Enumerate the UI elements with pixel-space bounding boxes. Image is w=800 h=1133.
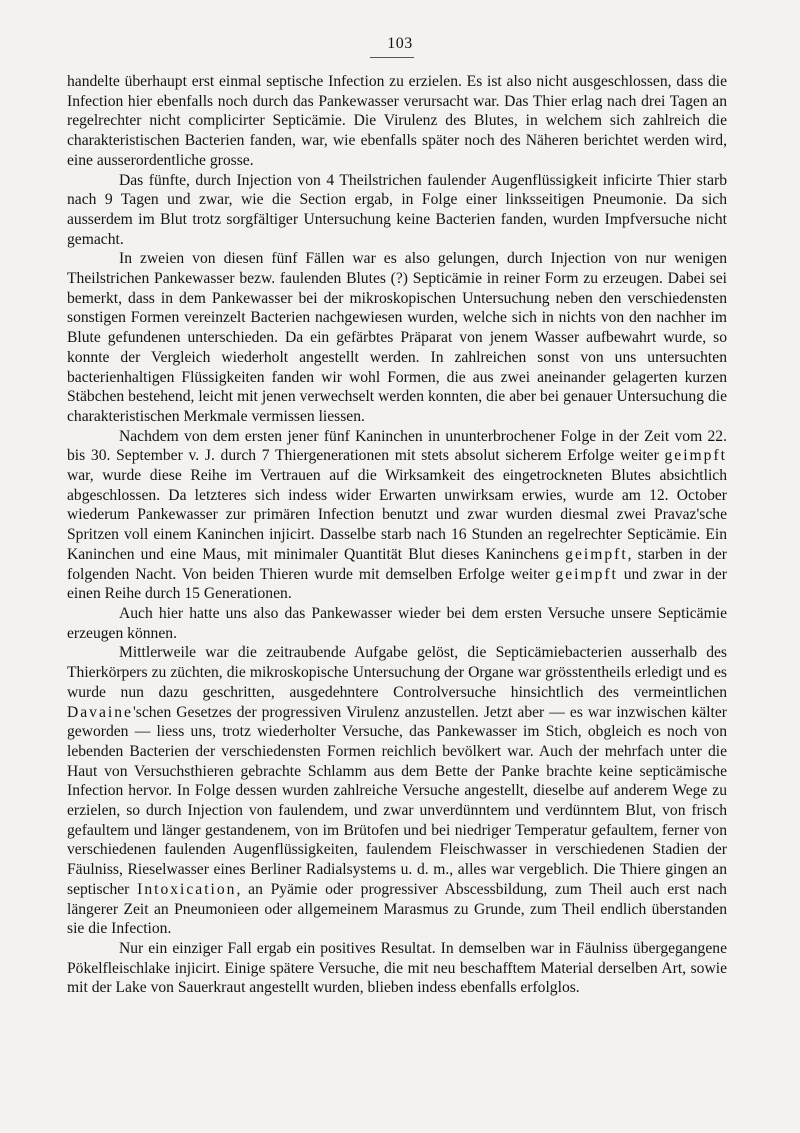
text-segment: Mittlerweile war die zeitraubende Aufgabe gelöst, die Septicämiebacterien ausserhalb des Thierkörpers zu züchten, die mikroskopische Untersuchung der Organe war grösstentheils erledigt und es wurde nun dazu geschritten, ausgedehntere Controlversuche hinsichtlich des vermeintlichen (67, 644, 727, 701)
text-segment: , an Pyämie oder progressiver Abscessbildung, zum Theil auch erst nach längerer Zeit an Pneumonieen oder allgemeinem Marasmus zu Grunde, zum Theil endlich überstanden sie die Infection. (67, 880, 727, 938)
emphasized-word: geimpft (555, 565, 618, 583)
page-number: 103 (387, 35, 413, 52)
paragraph (67, 643, 727, 939)
text-segment: , starben in der folgenden Nacht. Von beiden Thieren wurde mit demselben Erfolge weiter (67, 545, 727, 583)
text-segment: Das fünfte, durch Injection von 4 Theilstrichen faulender Augenflüssigkeit inficirte Thier starb nach 9 Tagen und zwar, wie die Section ergab, in Folge einer linksseitigen Pneumonie. Da sich ausserdem im Blut trotz sorgfältiger Untersuchung keine Bacterien fanden, wurden Impfversuche nicht gemacht. (67, 171, 727, 248)
emphasized-word: geimpft (664, 447, 727, 465)
paragraph (67, 604, 727, 643)
text-segment: 'schen Gesetzes der progressiven Virulenz anzustellen. Jetzt aber — es war inzwischen kälter geworden — liess uns, trotz wiederholter Versuche, das Pankewasser im Stich, obgleich es noch von lebenden Bacterien der verschiedensten Formen reichlich bevölkert war. Auch der mehrfach unter die Haut von Versuchsthieren gebrachte Schlamm aus dem Bette der Panke brachte keine septicämische Infection hervor. In Folge dessen wurden zahlreiche Versuche angestellt, dieselbe auf anderem Wege zu erzielen, so durch Injection von faulendem, und zwar unverdünntem und verdünntem Blut, von frisch gefaultem und länger gestandenem, von im Brütofen und bei niedriger Temperatur gefaultem, ferner von verschiedenen faulenden Augenflüssigkeiten, faulendem Fleischwasser in verschiedenen Stadien der Fäulniss, Rieselwasser eines Berliner Radialsystems u. d. m., alles war vergeblich. Die Thiere gingen an septischer (67, 703, 727, 898)
body-text (67, 72, 727, 998)
paragraph (67, 171, 727, 250)
paragraph (67, 427, 727, 604)
text-segment: war, wurde diese Reihe im Vertrauen auf die Wirksamkeit des eingetrockneten Blutes absichtlich abgeschlossen. Da letzteres sich indess wider Erwarten unwirksam erwies, wurde am 12. October wiederum Pankewasser zur primären Infection benutzt und zwar wurden diesmal zwei Pravaz'sche Spritzen voll einem Kaninchen injicirt. Dasselbe starb nach 16 Stunden an regelrechter Septicämie. Ein Kaninchen und eine Maus, mit minimaler Quantität Blut dieses Kaninchens (67, 467, 727, 563)
paragraph (67, 939, 727, 998)
page-number-rule (370, 57, 414, 58)
text-segment: Auch hier hatte uns also das Pankewasser wieder bei dem ersten Versuche unsere Septicämie erzeugen können. (67, 604, 727, 642)
text-segment: Nachdem von dem ersten jener fünf Kaninchen in ununterbrochener Folge in der Zeit vom 22. bis 30. September v. J. durch 7 Thiergenerationen mit stets absolut sicherem Erfolge weiter (67, 427, 727, 465)
text-segment: und zwar in der einen Reihe durch 15 Generationen. (67, 565, 727, 603)
emphasized-word: Davaine (67, 703, 133, 721)
text-segment: Nur ein einziger Fall ergab ein positives Resultat. In demselben war in Fäulniss übergegangene Pökelfleischlake injicirt. Einige spätere Versuche, die mit neu beschafftem Material derselben Art, sowie mit der Lake von Sauerkraut angestellt wurden, blieben indess ebenfalls erfolglos. (67, 939, 727, 997)
emphasized-word: geimpft (565, 545, 628, 563)
emphasized-word: Intoxication (137, 880, 237, 898)
text-segment: handelte überhaupt erst einmal septische Infection zu erzielen. Es ist also nicht ausgeschlossen, dass die Infection hier ebenfalls noch durch das Pankewasser verursacht war. Das Thier erlag nach drei Tagen an regelrechter nicht complicirter Septicämie. Die Virulenz des Blutes, in welchem sich zahlreich die charakteristischen Bacterien fanden, war, wie ebenfalls später noch des Näheren berichtet werden wird, eine ausserordentliche grosse. (67, 73, 727, 169)
paragraph (67, 72, 727, 171)
paragraph (67, 249, 727, 426)
text-segment: In zweien von diesen fünf Fällen war es also gelungen, durch Injection von nur wenigen Theilstrichen Pankewasser bezw. faulenden Blutes (?) Septicämie in reiner Form zu erzeugen. Dabei sei bemerkt, dass in dem Pankewasser bei der mikroskopischen Untersuchung neben den verschiedensten sonstigen Formen vereinzelt Bacterien nachgewiesen wurden, welche sich in nichts von den nachher im Blute gefundenen unterschieden. Da ein gefärbtes Präparat von jenem Wasser aufbewahrt wurde, so konnte der Vergleich wiederholt angestellt werden. In zahlreichen sonst von uns untersuchten bacterienhaltigen Flüssigkeiten fanden wir wohl Formen, die aus zwei aneinander gelagerten kurzen Stäbchen bestehend, leicht mit jenen verwechselt werden konnten, die aber bei genauer Untersuchung die charakteristischen Merkmale vermissen liessen. (67, 250, 727, 425)
